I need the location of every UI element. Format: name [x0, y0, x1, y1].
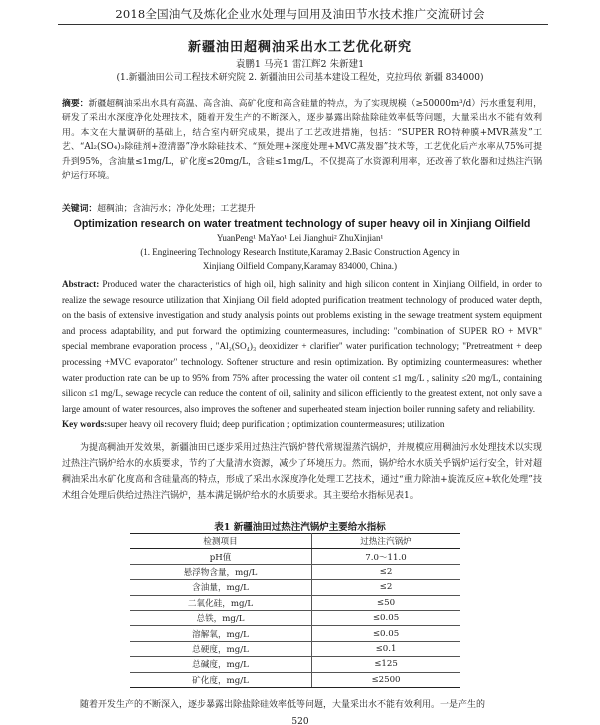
table-cell-item: 总硬度，mg/L — [130, 641, 312, 656]
keywords-cn-text: 超稠油；含油污水；净化处理；工艺提升 — [97, 204, 256, 214]
running-header: 2018全国油气及炼化企业水处理与回用及油田节水技术推广交流研讨会 — [115, 7, 485, 21]
authors-cn: 袁鹏1 马亮1 雷江辉2 朱新建1 — [235, 59, 365, 70]
table-cell-value: ≤2500 — [312, 672, 461, 687]
table-row — [130, 595, 460, 610]
table-row — [130, 564, 460, 579]
table-row — [130, 672, 460, 687]
paper-title-cn: 新疆油田超稠油采出水工艺优化研究 — [187, 40, 412, 55]
table-cell-item: 悬浮物含量，mg/L — [130, 564, 312, 579]
table-row — [130, 641, 460, 656]
table-cell-value: ≤2 — [312, 580, 461, 595]
table-cell-item: 含油量，mg/L — [130, 580, 312, 595]
table-cell-item: 矿化度，mg/L — [130, 672, 312, 687]
table-cell-value: ≤0.1 — [312, 641, 461, 656]
authors-en: YuanPeng¹ MaYao¹ Lei Jianghui² ZhuXinjian¹ — [216, 233, 384, 243]
paper-title-en: Optimization research on water treatment technology of super heavy oil in Xinjiang Oilfield — [73, 218, 531, 230]
abstract-cn-text: 新疆超稠油采出水具有高温、高含油、高矿化度和高含硅量的特点，为了实现规模（≥50000m³/d）污水重复利用，研发了采出水深度净化处理技术，随着开发生产的不断深入，逐步暴露出除盐除硅效率低等问题，大量采出水不能有效利用。本文在大量调研的基础上，结合室内研究成果，提出了工艺改进措施，包括：“SUPER RO特种膜+MVR蒸发”工艺、“Al₂(SO₄)₃除硅剂+澄清器”净水除硅技术、“预处理+深度处理+MVC蒸发器”技术等，工艺优化后产水率从75%可提升到95%，含油量≤1mg/L，矿化度≤20mg/L，含硅≤1mg/L，不仅提高了水资源利用率，还改善了软化器和过热注汽锅炉运行环境。 — [62, 99, 542, 182]
page-number: 520 — [291, 717, 309, 725]
table-row — [130, 580, 460, 595]
table-cell-value: ≤125 — [312, 657, 461, 672]
header-divider — [58, 24, 548, 25]
table-row — [130, 657, 460, 672]
table-cell-value: ≤2 — [312, 564, 461, 579]
abstract-cn — [62, 97, 542, 201]
table-row — [130, 626, 460, 641]
table-cell-item: 总铁，mg/L — [130, 610, 312, 625]
table-caption: 表1 新疆油田过热注汽锅炉主要给水指标 — [214, 522, 386, 533]
body-tail-text: 随着开发生产的不断深入，逐步暴露出除盐除硅效率低等问题，大量采出水不能有效利用。一是产生的 — [80, 700, 486, 710]
keywords-en-text: super heavy oil recovery fluid; deep purification ; optimization countermeasures; utilization — [107, 419, 445, 429]
table-row — [130, 549, 460, 564]
table-cell-item: 溶解氧，mg/L — [130, 626, 312, 641]
abstract-cn-label: 摘要： — [62, 99, 89, 109]
table-cell-value: ≤0.05 — [312, 610, 461, 625]
table-cell-value: ≤0.05 — [312, 626, 461, 641]
table-header-cell: 检测项目 — [130, 534, 312, 549]
feedwater-spec-table — [130, 533, 460, 688]
keywords-en-label: Key words: — [62, 419, 108, 429]
table-header-cell: 过热注汽锅炉 — [312, 534, 461, 549]
table-cell-item: 总碱度，mg/L — [130, 657, 312, 672]
table-cell-item: pH值 — [130, 549, 312, 564]
table-row — [130, 610, 460, 625]
abstract-en-text: Produced water the characteristics of high oil, high salinity and high silicon content in Xinjiang Oilfield, in order to realize the sewage resource utilization that Xinjiang Oil field adopted purification treatment technology of produced water depth, on the basis of extensive investigation and study analysis points out problems existing in the sewage treatment system equipment and process adaptability, and put forward the optimizing countermeasures, including: "combination of SUPER RO + MVR" special membrane evaporation process , "Al₂(SO₄)₃ deoxidizer + clarifier" water purification technology; "Pretreatment + deep processing +MVC evaporator" technology. Softener structure and resin optimization. By optimizing countermeasures: whether water production rate can be up to 95% from 75% after processing the water oil content ≤1 mg/L , salinity ≤20 mg/L, containing silicon ≤1 mg/L, sewage recycle can reduce the content of oil, salinity and silicon efficiently to the greatest extent, not only save a large amount of water resources, also improves the softener and superheated steam injection boiler running safety and reliability. — [62, 279, 542, 414]
table-cell-value: ≤50 — [312, 595, 461, 610]
affiliation-en: (1. Engineering Technology Research Institute,Karamay 2.Basic Construction Agency in Xinjiang Oilfield Company,Karamay 834000, China.) — [140, 247, 460, 271]
table-cell-value: 7.0～11.0 — [312, 549, 461, 564]
keywords-cn-label: 关键词： — [62, 204, 98, 214]
table-header-row — [130, 534, 460, 549]
body-intro-paragraph: 为提高稠油开发效果，新疆油田已逐步采用过热注汽锅炉替代常规湿蒸汽锅炉，并规模应用稠油污水处理技术以实现过热注汽锅炉给水的水质要求，节约了大量清水资源，减少了环境压力。然而，锅炉给水水质关乎锅炉运行安全，针对超稠油采出水矿化度高和含硅量高的特点，形成了采出水深度净化处理工艺技术，通过“重力除油+旋流反应+软化处理”技术组合处理后供给过热注汽锅炉，基本满足锅炉给水的水质要求。其主要给水指标见表1。 — [62, 443, 542, 501]
table-cell-item: 二氧化硅，mg/L — [130, 595, 312, 610]
keywords-cn — [62, 202, 542, 216]
abstract-en-label: Abstract: — [62, 279, 100, 289]
abstract-en — [62, 277, 542, 417]
affiliation-cn: (1.新疆油田公司工程技术研究院 2. 新疆油田公司基本建设工程处，克拉玛依 新疆 834000) — [116, 73, 484, 83]
keywords-en — [62, 419, 542, 429]
